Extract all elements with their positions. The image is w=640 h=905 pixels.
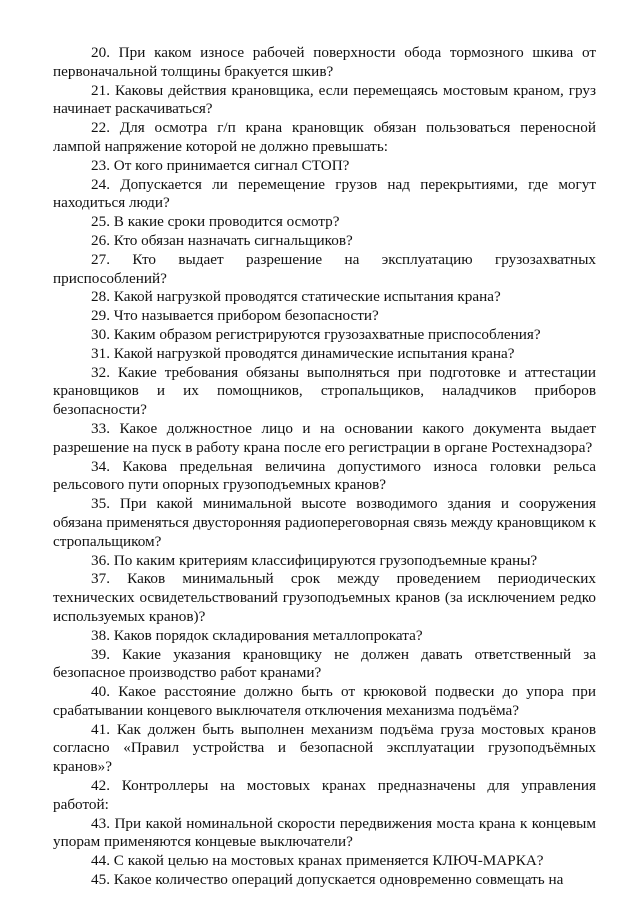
question-40: 40. Какое расстояние должно быть от крюковой подвески до упора при срабатывании концевого выключателя отключения механизма подъёма? bbox=[53, 683, 596, 719]
question-24: 24. Допускается ли перемещение грузов над перекрытиями, где могут находиться люди? bbox=[53, 175, 596, 212]
question-27: 27. Кто выдает разрешение на эксплуатацию грузозахватных приспособлений? bbox=[53, 250, 596, 287]
question-26: 26. Кто обязан назначать сигнальщиков? bbox=[91, 231, 353, 249]
question-32: 32. Какие требования обязаны выполняться при подготовке и аттестации крановщиков и их помощников, стропальщиков, наладчиков приборов безопасности? bbox=[53, 363, 596, 419]
question-43: 43. При какой номинальной скорости передвижения моста крана к концевым упорам применяются концевые выключатели? bbox=[53, 814, 596, 851]
question-39: 39. Какие указания крановщику не должен давать ответственный за безопасное производство работ кранами? bbox=[53, 645, 596, 682]
question-41: 41. Как должен быть выполнен механизм подъёма груза мостовых кранов согласно «Правил устройства и безопасной эксплуатации грузоподъёмных кранов»? bbox=[53, 720, 596, 776]
question-33: 33. Какое должностное лицо и на основании какого документа выдает разрешение на пуск в работу крана после его регистрации в органе Ростехнадзора? bbox=[53, 419, 596, 456]
question-44: 44. С какой целью на мостовых кранах применяется КЛЮЧ-МАРКА? bbox=[91, 852, 544, 870]
question-35: 35. При какой минимальной высоте возводимого здания и сооружения обязана применяться двусторонняя радиопереговорная связь между крановщиком к стропальщиком? bbox=[53, 495, 596, 550]
question-28: 28. Какой нагрузкой проводятся статические испытания крана? bbox=[91, 288, 501, 306]
question-36: 36. По каким критериям классифицируются грузоподъемные краны? bbox=[91, 551, 538, 569]
question-29: 29. Что называется прибором безопасности? bbox=[91, 307, 379, 325]
question-23: 23. От кого принимается сигнал СТОП? bbox=[91, 156, 350, 174]
question-38: 38. Каков порядок складирования металлопроката? bbox=[91, 626, 423, 644]
question-45: 45. Какое количество операций допускается одновременно совмещать на bbox=[91, 871, 564, 889]
question-21: 21. Каковы действия крановщика, если перемещаясь мостовым краном, груз начинает раскачиваться? bbox=[53, 81, 596, 118]
question-20: 20. При каком износе рабочей поверхности обода тормозного шкива от первоначальной толщины бракуется шкив? bbox=[53, 44, 596, 80]
question-37: 37. Каков минимальный срок между проведением периодических технических освидетельствований грузоподъемных кранов (за исключением редко используемых кранов)? bbox=[53, 570, 596, 625]
question-34: 34. Какова предельная величина допустимого износа головки рельса рельсового пути опорных грузоподъемных кранов? bbox=[53, 457, 596, 494]
question-31: 31. Какой нагрузкой проводятся динамические испытания крана? bbox=[91, 344, 515, 362]
question-22: 22. Для осмотра г/п крана крановщик обязан пользоваться переносной лампой напряжение которой не должно превышать: bbox=[53, 119, 596, 155]
question-42: 42. Контроллеры на мостовых кранах предназначены для управления работой: bbox=[53, 777, 596, 813]
question-25: 25. В какие сроки проводится осмотр? bbox=[91, 213, 340, 231]
question-30: 30. Каким образом регистрируются грузозахватные приспособления? bbox=[91, 325, 541, 343]
